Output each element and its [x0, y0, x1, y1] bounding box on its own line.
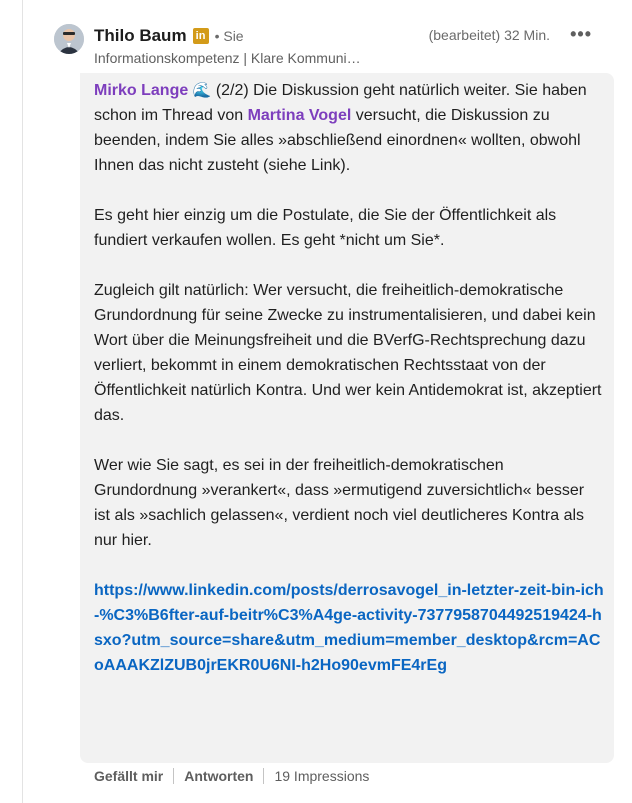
linkedin-premium-badge-icon: in	[193, 28, 209, 44]
divider	[173, 768, 174, 784]
like-button[interactable]: Gefällt mir	[94, 768, 164, 784]
author-name[interactable]: Thilo Baum	[94, 26, 187, 45]
avatar-image	[54, 24, 84, 54]
author-headline: Informationskompetenz | Klare Kommuni…	[94, 50, 361, 66]
wave-emoji-icon: 🌊	[192, 82, 212, 99]
mention-martina-vogel[interactable]: Martina Vogel	[247, 107, 352, 124]
paragraph-1	[94, 78, 604, 178]
timestamp: 32 Min.	[504, 27, 550, 43]
reply-button[interactable]: Antworten	[184, 768, 254, 784]
edited-label: (bearbeitet)	[428, 27, 501, 43]
thread-line	[22, 0, 23, 803]
paragraph-1-text-b: versucht, die Diskussion zu beenden, indem Sie alles »abschließend einordnen« wollten, obwohl Ihnen das nicht zusteht (siehe Link).	[94, 107, 581, 174]
divider	[263, 768, 264, 784]
connection-degree: • Sie	[214, 28, 244, 44]
comment-actions	[94, 768, 369, 784]
more-options-icon[interactable]: •••	[570, 24, 592, 44]
avatar[interactable]	[54, 24, 84, 54]
comment-body	[94, 78, 604, 678]
paragraph-4: Wer wie Sie sagt, es sei in der freiheitlich-demokratischen Grundordnung »verankert«, dass »ermutigend zuversichtlich« besser ist als »sachlich gelassen«, verdient noch viel deutlicheres Kontra als nur hier.	[94, 457, 585, 549]
paragraph-1-text-a: (2/2) Die Diskussion geht natürlich weiter. Sie haben schon im Thread von	[94, 82, 587, 124]
impressions-count: 19 Impressions	[274, 768, 370, 784]
comment-meta	[429, 27, 550, 43]
paragraph-2: Es geht hier einzig um die Postulate, die Sie der Öffentlichkeit als fundiert verkaufen wollen. Es geht *nicht um Sie*.	[94, 207, 557, 249]
shared-link[interactable]: https://www.linkedin.com/posts/derrosavogel_in-letzter-zeit-bin-ich-%C3%B6fter-auf-beitr%C3%A4ge-activity-7377958704492519424-hsxo?utm_source=share&utm_medium=member_desktop&rcm=ACoAAAKZlZUB0jrEKR0U6NI-h2Ho90evmFE4rEg	[94, 582, 604, 674]
mention-mirko-lange[interactable]: Mirko Lange	[94, 82, 189, 99]
comment-header	[54, 24, 618, 74]
paragraph-3: Zugleich gilt natürlich: Wer versucht, die freiheitlich-demokratische Grundordnung für seine Zwecke zu instrumentalisieren, und dabei kein Wort über die Meinungsfreiheit und die BVerfG-Rechtsprechung dazu verliert, bekommt in einem demokratischen Rechtsstaat von der Öffentlichkeit natürlich Kontra. Und wer kein Antidemokrat ist, akzeptiert das.	[94, 282, 602, 424]
